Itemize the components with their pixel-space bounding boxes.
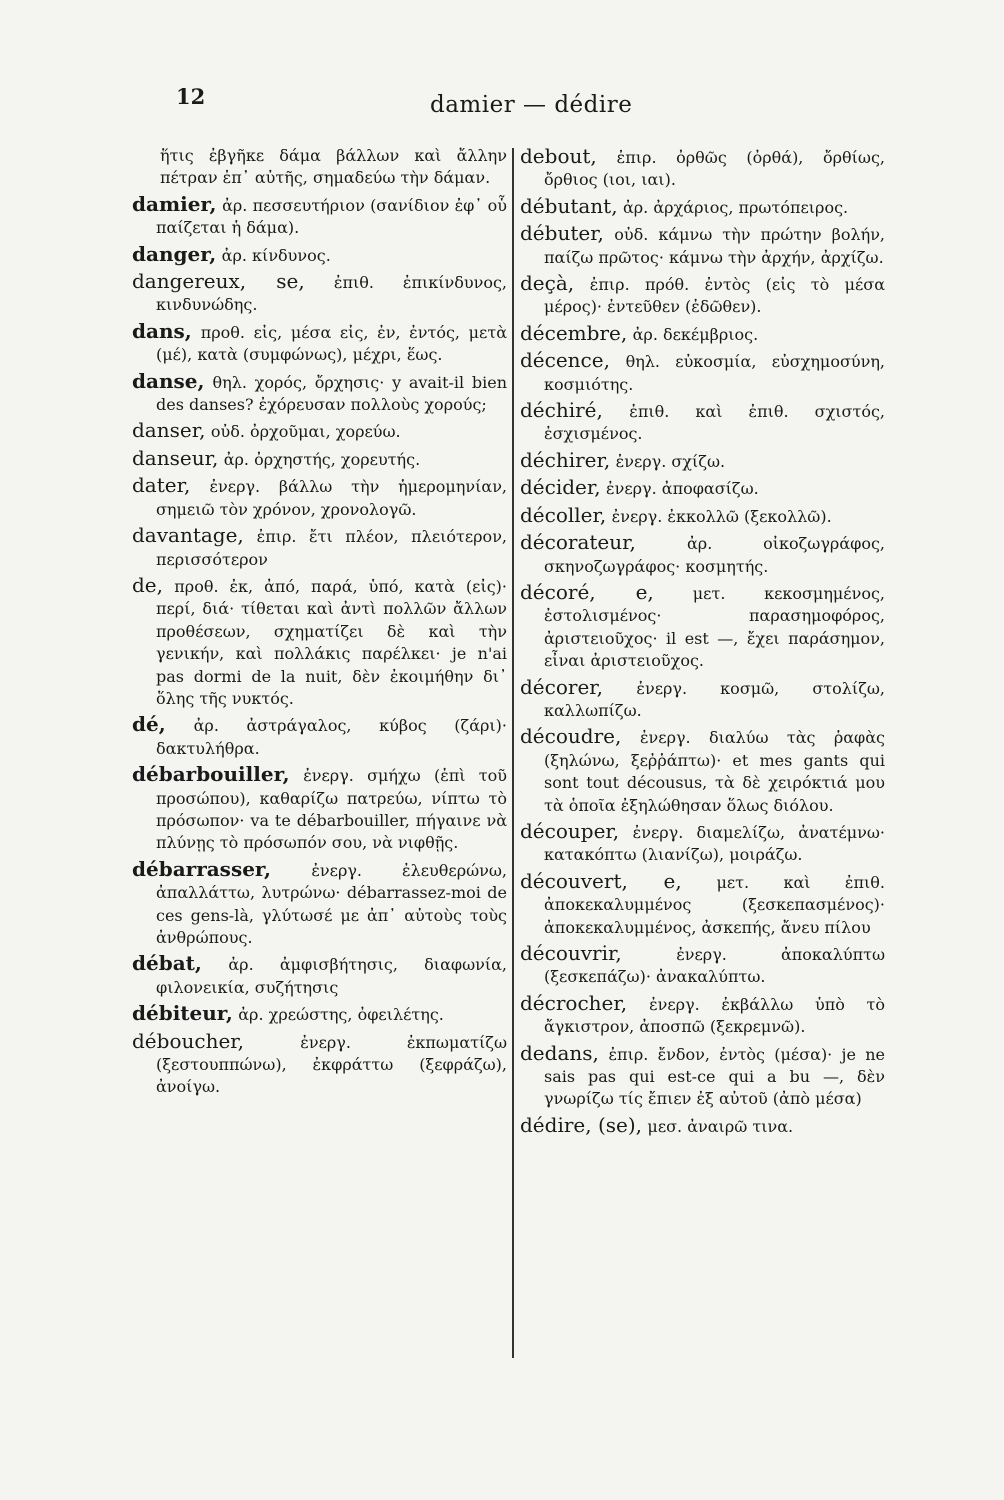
- entry-headword: décoller,: [520, 502, 607, 527]
- entry-headword: déboucher,: [132, 1028, 245, 1053]
- dictionary-entry: [132, 320, 507, 367]
- entry-headword: davantage,: [132, 523, 244, 548]
- entry-definition: ἐπιρ. ἔνδον, ἐντὸς (μέσα)· je ne sais pas qui est-ce qui a bu —, δὲν γνωρίζω τίς ἔπιεν ἐξ αὐτοῦ (ἀπὸ μέσα): [544, 1044, 885, 1109]
- entry-definition: προθ. εἰς, μέσα εἰς, ἐν, ἐντός, μετὰ (μέ), κατὰ (συμφώνως), μέχρι, ἕως.: [156, 322, 508, 365]
- dictionary-entry: [132, 474, 507, 521]
- column-divider: [512, 148, 514, 1358]
- dictionary-entry: [132, 193, 507, 240]
- dictionary-entry: [520, 272, 885, 319]
- entry-definition: προθ. ἐκ, ἀπό, παρά, ὑπό, κατὰ (εἰς)· περί, διά· τίθεται καὶ ἀντὶ πολλῶν ἄλλων προθέσεων, σχηματίζει δὲ καὶ τὴν γενικήν, καὶ πολλάκις παρέλκει· je n'ai pas dormi de la nuit, δὲν ἐκοιμήθην δι᾽ ὅλης τῆς νυκτός.: [156, 576, 508, 708]
- entry-headword: danser,: [132, 418, 206, 443]
- entry-definition: ἐνεργ. βάλλω τὴν ἡμερομηνίαν, σημειῶ τὸν χρόνον, χρονολογῶ.: [156, 477, 508, 519]
- entry-definition: ἐνεργ. σχίζω.: [615, 451, 726, 471]
- dictionary-entry: [520, 504, 885, 528]
- entry-definition: ἀρ. ἀρχάριος, πρωτόπειρος.: [622, 197, 849, 217]
- entry-definition: οὐδ. κάμνω τὴν πρώτην βολήν, παίζω πρῶτος· κάμνω τὴν ἀρχήν, ἀρχίζω.: [544, 225, 886, 267]
- entry-definition: ἥτις ἐβγῆκε δάμα βάλλων καὶ ἄλλην πέτραν ἐπ᾽ αὐτῆς, σημαδεύω τὴν δάμαν.: [160, 146, 507, 188]
- entry-headword: décembre,: [520, 320, 628, 345]
- entry-definition: ἀρ. οἰκοζωγράφος, σκηνοζωγράφος· κοσμητής.: [544, 534, 886, 576]
- entry-headword: débarrasser,: [132, 856, 271, 881]
- dictionary-entry: [520, 725, 885, 817]
- dictionary-entry: [520, 676, 885, 723]
- entry-definition: ἐνεργ. σμήχω (ἐπὶ τοῦ προσώπου), καθαρίζω πατρεύω, νίπτω τὸ πρόσωπον· va te débarbouiller, πήγαινε νὰ πλύνῃς τὸ πρόσωπόν σου, νὰ νιφθῇς.: [156, 766, 508, 853]
- dictionary-entry: [520, 870, 885, 939]
- dictionary-entry: [132, 243, 507, 267]
- entry-definition: ἐνεργ. διαμελίζω, ἀνατέμνω· κατακόπτω (λιανίζω), μοιράζω.: [544, 822, 885, 865]
- entry-definition: θηλ. εὐκοσμία, εὐσχημοσύνη, κοσμιότης.: [544, 352, 886, 394]
- entry-headword: dans,: [132, 318, 192, 343]
- entry-definition: ἀρ. ὀρχηστής, χορευτής.: [223, 449, 421, 469]
- dictionary-entry: [520, 820, 885, 867]
- dictionary-entry: [132, 145, 507, 190]
- entry-headword: déchirer,: [520, 447, 611, 472]
- dictionary-entry: [132, 574, 507, 710]
- page-number: 12: [176, 84, 206, 109]
- dictionary-entry: [520, 195, 885, 219]
- entry-headword: dedans,: [520, 1040, 599, 1065]
- dictionary-entry: [520, 1114, 885, 1138]
- running-title: damier — dédire: [430, 92, 633, 118]
- entry-headword: deçà,: [520, 271, 575, 296]
- entry-headword: découvert, e,: [520, 868, 682, 893]
- entry-headword: dater,: [132, 473, 191, 498]
- dictionary-entry: [132, 447, 507, 471]
- entry-headword: danse,: [132, 368, 205, 393]
- entry-definition: μετ. κεκοσμημένος, ἐστολισμένος· παρασημοφόρος, ἀριστειοῦχος· il est —, ἔχει παράσημον, εἶναι ἀριστειοῦχος.: [544, 583, 886, 671]
- dictionary-entry: [132, 952, 507, 999]
- dictionary-entry: [132, 1002, 507, 1026]
- entry-headword: débarbouiller,: [132, 762, 290, 787]
- entry-headword: damier,: [132, 191, 217, 216]
- entry-definition: ἀρ. χρεώστης, ὀφειλέτης.: [238, 1005, 444, 1025]
- entry-definition: ἐνεργ. ἐκβάλλω ὑπὸ τὸ ἄγκιστρον, ἀποσπῶ (ξεκρεμνῶ).: [544, 994, 885, 1037]
- dictionary-entry: [520, 449, 885, 473]
- entry-headword: dangereux, se,: [132, 269, 305, 294]
- entry-headword: de,: [132, 572, 163, 597]
- entry-definition: ἀρ. κίνδυνος.: [221, 245, 331, 265]
- entry-headword: décider,: [520, 475, 601, 500]
- entry-headword: débutant,: [520, 193, 618, 218]
- entry-headword: décence,: [520, 348, 610, 373]
- dictionary-entry: [132, 858, 507, 950]
- dictionary-entry: [520, 476, 885, 500]
- left-column: [132, 145, 507, 1102]
- entry-headword: décorateur,: [520, 530, 636, 555]
- dictionary-entry: [132, 1030, 507, 1099]
- entry-definition: ἐνεργ. ἐκπωματίζω (ξεστουππώνω), ἐκφράττω (ξεφράζω), ἀνοίγω.: [156, 1032, 508, 1097]
- entry-definition: ἀρ. ἀμφισβήτησις, διαφωνία, φιλονεικία, συζήτησις: [156, 955, 508, 997]
- dictionary-entry: [520, 349, 885, 396]
- dictionary-entry: [520, 322, 885, 346]
- entry-definition: μετ. καὶ ἐπιθ. ἀποκεκαλυμμένος (ξεσκεπασμένος)· ἀποκεκαλυμμένος, ἀσκεπής, ἄνευ πίλου: [544, 872, 886, 937]
- entry-definition: μεσ. ἀναιρῶ τινα.: [647, 1116, 794, 1136]
- entry-headword: déchiré,: [520, 398, 603, 423]
- entry-definition: θηλ. χορός, ὄρχησις· y avait-il bien des danses? ἐχόρευσαν πολλοὺς χορούς;: [156, 372, 508, 415]
- dictionary-entry: [520, 399, 885, 446]
- right-column: [520, 145, 885, 1141]
- entry-definition: ἐπιρ. πρόθ. ἐντὸς (εἰς τὸ μέσα μέρος)· ἐντεῦθεν (ἐδῶθεν).: [544, 275, 885, 317]
- entry-definition: ἐνεργ. ἐκκολλῶ (ξεκολλῶ).: [611, 506, 832, 526]
- entry-definition: ἐνεργ. ἐλευθερώνω, ἀπαλλάττω, λυτρώνω· débarrassez-moi de ces gens-là, γλύτωσέ με ἀπ᾽ αὐτοὺς τοὺς ἀνθρώπους.: [156, 860, 508, 947]
- dictionary-entry: [132, 713, 507, 760]
- entry-headword: décoré, e,: [520, 579, 654, 604]
- entry-headword: découper,: [520, 818, 620, 843]
- dictionary-entry: [132, 370, 507, 417]
- entry-definition: ἐνεργ. ἀποκαλύπτω (ξεσκεπάζω)· ἀνακαλύπτω.: [544, 945, 885, 987]
- entry-headword: débiteur,: [132, 1001, 233, 1026]
- entry-headword: danger,: [132, 241, 217, 266]
- dictionary-entry: [520, 531, 885, 578]
- entry-headword: découdre,: [520, 724, 622, 749]
- entry-definition: οὐδ. ὀρχοῦμαι, χορεύω.: [210, 422, 401, 442]
- dictionary-entry: [520, 145, 885, 192]
- dictionary-entry: [520, 222, 885, 269]
- entry-definition: ἐνεργ. ἀποφασίζω.: [606, 479, 759, 499]
- dictionary-entry: [132, 270, 507, 317]
- entry-headword: dé,: [132, 712, 166, 737]
- entry-definition: ἐνεργ. διαλύω τὰς ῥαφὰς (ξηλώνω, ξεῤῥάπτω)· et mes gants qui sont tout décousus, τὰ δὲ χειρόκτιά μου τὰ ὁποῖα ἐξηλώθησαν ὅλως διόλου.: [544, 728, 885, 815]
- entry-definition: ἐπιρ. ὀρθῶς (ὀρθά), ὄρθίως, ὄρθιος (ιοι, ιαι).: [544, 148, 885, 190]
- dictionary-entry: [132, 763, 507, 855]
- entry-definition: ἐπιθ. ἐπικίνδυνος, κινδυνώδης.: [156, 273, 508, 315]
- entry-definition: ἀρ. πεσσευτήριον (σανίδιον ἐφ᾽ οὗ παίζεται ἡ δάμα).: [156, 195, 507, 238]
- entry-headword: décrocher,: [520, 990, 628, 1015]
- entry-headword: danseur,: [132, 445, 219, 470]
- dictionary-entry: [132, 419, 507, 443]
- entry-headword: dédire, (se),: [520, 1112, 643, 1137]
- entry-headword: décorer,: [520, 674, 603, 699]
- dictionary-entry: [520, 1042, 885, 1111]
- dictionary-entry: [132, 524, 507, 571]
- entry-definition: ἀρ. ἀστράγαλος, κύβος (ζάρι)· δακτυλήθρα.: [156, 716, 508, 758]
- entry-definition: ἀρ. δεκέμβριος.: [632, 324, 759, 344]
- entry-headword: débat,: [132, 951, 202, 976]
- dictionary-entry: [520, 992, 885, 1039]
- dictionary-entry: [520, 942, 885, 989]
- entry-headword: debout,: [520, 144, 597, 168]
- entry-definition: ἐπιθ. καὶ ἐπιθ. σχιστός, ἐσχισμένος.: [544, 402, 885, 444]
- entry-definition: ἐπιρ. ἔτι πλέον, πλειότερον, περισσότερον: [156, 527, 507, 569]
- entry-headword: débuter,: [520, 221, 604, 246]
- entry-headword: découvrir,: [520, 941, 622, 965]
- entry-definition: ἐνεργ. κοσμῶ, στολίζω, καλλωπίζω.: [544, 678, 885, 720]
- dictionary-entry: [520, 581, 885, 673]
